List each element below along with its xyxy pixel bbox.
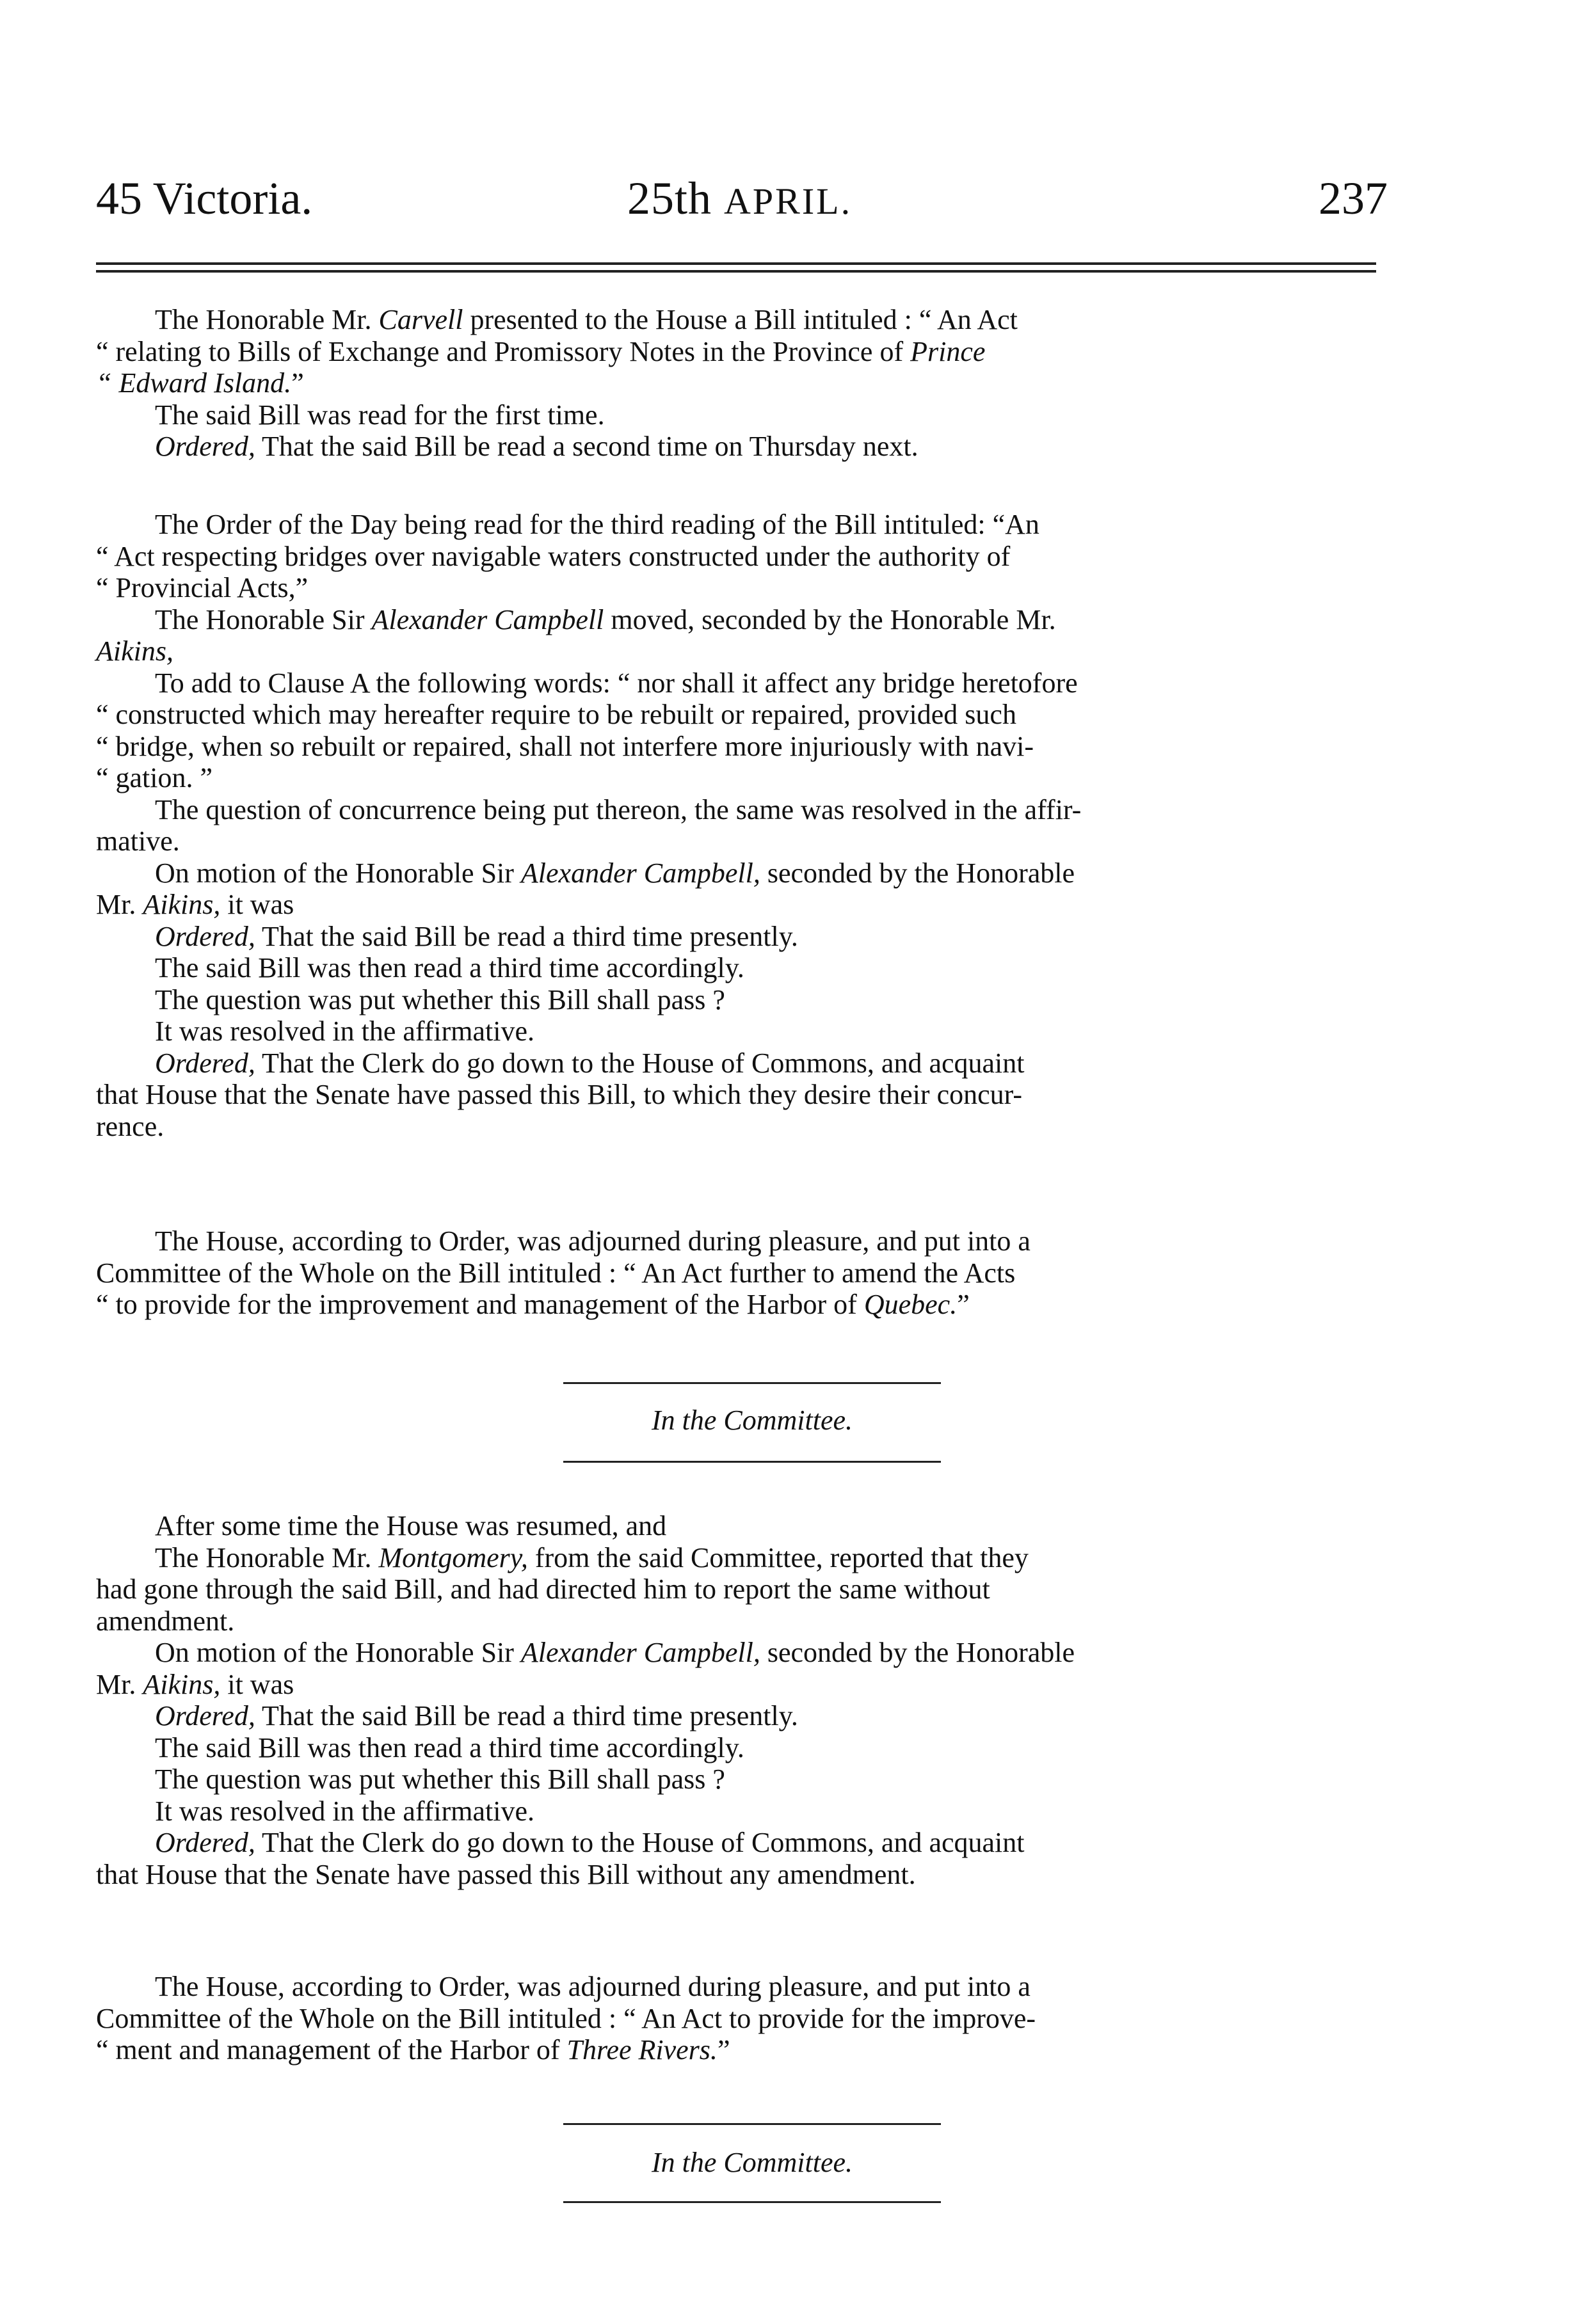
text-line: To add to Clause A the following words: “ nor shall it affect any bridge heretofore: [155, 667, 1078, 699]
text-line: It was resolved in the affirmative.: [155, 1015, 534, 1047]
committee-rule-top: [563, 2123, 941, 2125]
text-line: “ ment and management of the Harbor of Three Rivers.”: [96, 2034, 730, 2065]
text-line: “ relating to Bills of Exchange and Promissory Notes in the Province of Prince: [96, 335, 986, 367]
committee-rule-bottom: [563, 2201, 941, 2203]
running-head-date: [627, 173, 852, 227]
committee-heading: In the Committee.: [651, 2147, 853, 2178]
entry-committee-report: [96, 1510, 1389, 1890]
text-line: On motion of the Honorable Sir Alexander Campbell, seconded by the Honorable: [155, 857, 1075, 889]
text-line: Ordered, That the Clerk do go down to the House of Commons, and acquaint: [155, 1047, 1025, 1079]
header-rule-top: [96, 262, 1376, 265]
text-line: The question was put whether this Bill shall pass ?: [155, 983, 725, 1015]
text-line: The question of concurrence being put thereon, the same was resolved in the affir-: [155, 793, 1082, 825]
text-line: that House that the Senate have passed this Bill without any amendment.: [96, 1858, 916, 1890]
entry-three-rivers-harbor: [96, 1971, 1389, 2066]
text-line: “ constructed which may hereafter require to be rebuilt or repaired, provided such: [96, 699, 1016, 730]
text-line: Ordered, That the said Bill be read a third time presently.: [155, 1700, 798, 1731]
committee-heading: In the Committee.: [651, 1405, 853, 1436]
text-line: Mr. Aikins, it was: [96, 1668, 294, 1700]
text-line: “ Provincial Acts,”: [96, 572, 309, 603]
date-month: APRIL.: [724, 180, 853, 222]
text-line: The House, according to Order, was adjourned during pleasure, and put into a: [155, 1225, 1031, 1257]
text-line: rence.: [96, 1110, 164, 1142]
committee-rule-bottom: [563, 1461, 941, 1463]
text-line: mative.: [96, 825, 180, 857]
text-line: The House, according to Order, was adjourned during pleasure, and put into a: [155, 1971, 1031, 2002]
text-line: amendment.: [96, 1605, 235, 1637]
text-line: Mr. Aikins, it was: [96, 889, 294, 920]
text-line: Aikins,: [96, 635, 173, 667]
text-line: Ordered, That the said Bill be read a third time presently.: [155, 920, 798, 952]
page-number: 237: [1319, 173, 1388, 224]
text-line: After some time the House was resumed, and: [155, 1510, 667, 1541]
text-line: The Order of the Day being read for the third reading of the Bill intituled: “An: [155, 509, 1039, 540]
text-line: It was resolved in the affirmative.: [155, 1795, 534, 1827]
header-rule-bottom: [96, 270, 1376, 273]
text-line: “ to provide for the improvement and management of the Harbor of Quebec.”: [96, 1289, 970, 1320]
entry-quebec-harbor: [96, 1225, 1389, 1321]
date-day: 25th: [627, 173, 725, 224]
text-line: Ordered, That the said Bill be read a second time on Thursday next.: [155, 431, 918, 462]
text-line: The question was put whether this Bill shall pass ?: [155, 1763, 725, 1795]
text-line: The said Bill was read for the first time.: [155, 399, 605, 431]
text-line: Committee of the Whole on the Bill intituled : “ An Act further to amend the Acts: [96, 1257, 1016, 1289]
text-line: Ordered, That the Clerk do go down to the House of Commons, and acquaint: [155, 1827, 1025, 1858]
text-line: On motion of the Honorable Sir Alexander Campbell, seconded by the Honorable: [155, 1637, 1075, 1668]
text-line: “ bridge, when so rebuilt or repaired, shall not interfere more injuriously with navi-: [96, 730, 1034, 762]
text-line: “ Edward Island.”: [96, 367, 304, 399]
text-line: The Honorable Mr. Montgomery, from the said Committee, reported that they: [155, 1541, 1029, 1573]
committee-rule-top: [563, 1382, 941, 1384]
text-line: The said Bill was then read a third time accordingly.: [155, 1731, 744, 1763]
text-line: The Honorable Sir Alexander Campbell moved, seconded by the Honorable Mr.: [155, 603, 1056, 635]
running-head-left: 45 Victoria.: [96, 173, 313, 224]
text-line: Committee of the Whole on the Bill intituled : “ An Act to provide for the improve-: [96, 2002, 1036, 2034]
entry-carvell-bill: [96, 304, 1389, 463]
text-line: “ Act respecting bridges over navigable waters constructed under the authority of: [96, 540, 1011, 572]
text-line: The Honorable Mr. Carvell presented to the House a Bill intituled : “ An Act: [155, 304, 1018, 335]
entry-bridges-bill: [96, 509, 1389, 1142]
text-line: had gone through the said Bill, and had directed him to report the same without: [96, 1573, 990, 1605]
text-line: that House that the Senate have passed this Bill, to which they desire their concur-: [96, 1079, 1023, 1110]
text-line: The said Bill was then read a third time accordingly.: [155, 952, 744, 983]
text-line: “ gation. ”: [96, 762, 213, 793]
